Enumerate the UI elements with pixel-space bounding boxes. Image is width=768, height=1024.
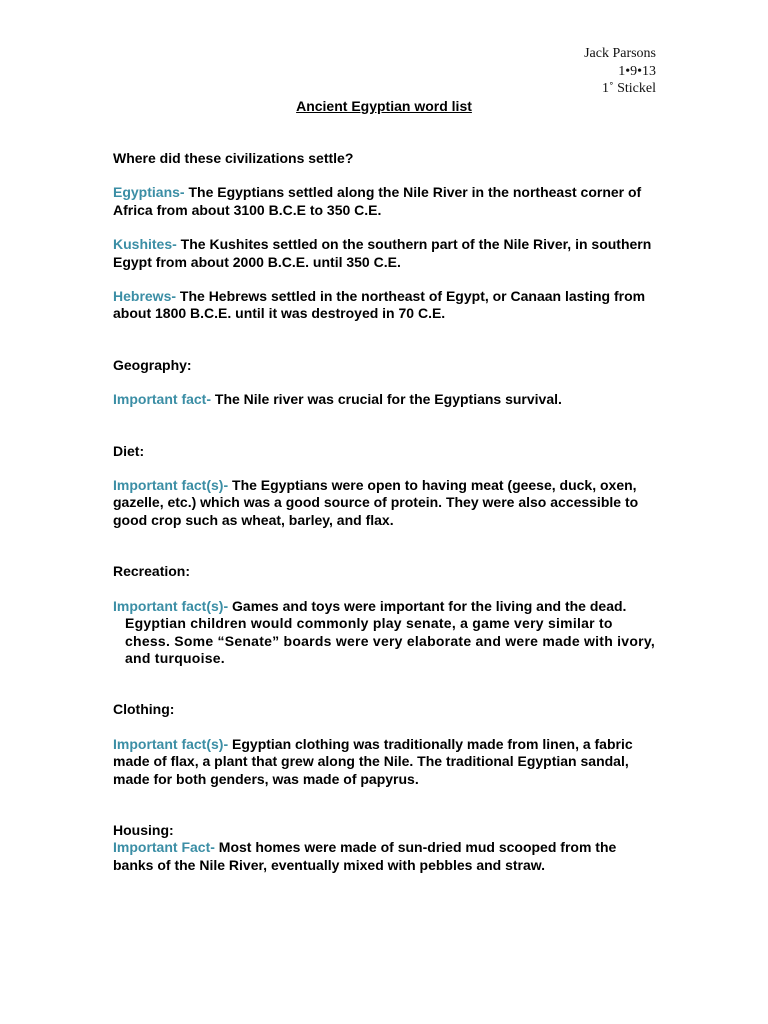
clothing-text: Egyptian clothing was traditionally made from linen, a fabric made of flax, a plant that grew along the Nile. The traditional Egyptian sandal, made for both genders, was made of papyrus. bbox=[113, 735, 633, 787]
geography-paragraph bbox=[113, 391, 658, 408]
hebrews-paragraph bbox=[113, 288, 658, 323]
header-block bbox=[584, 45, 656, 98]
page-title: Ancient Egyptian word list bbox=[296, 98, 472, 114]
recreation-heading: Recreation: bbox=[113, 563, 191, 580]
author-name: Jack Parsons bbox=[584, 46, 656, 61]
hebrews-text: The Hebrews settled in the northeast of Egypt, or Canaan lasting from about 1800 B.C.E. until it was destroyed in 70 C.E. bbox=[113, 288, 646, 322]
diet-paragraph bbox=[113, 477, 658, 529]
clothing-label: Important fact(s)- bbox=[113, 735, 229, 752]
geography-text: The Nile river was crucial for the Egyptians survival. bbox=[211, 391, 562, 408]
geography-label: Important fact- bbox=[113, 391, 211, 408]
housing-paragraph bbox=[113, 839, 658, 874]
settle-question: Where did these civilizations settle? bbox=[113, 150, 354, 166]
egyptians-paragraph bbox=[113, 184, 658, 219]
housing-heading: Housing: bbox=[113, 821, 174, 838]
recreation-label: Important fact(s)- bbox=[113, 597, 229, 614]
kushites-label: Kushites- bbox=[113, 236, 177, 253]
egyptians-text: The Egyptians settled along the Nile River in the northeast corner of Africa from about 3100 B.C.E to 350 C.E. bbox=[113, 184, 642, 218]
recreation-paragraph-2: Egyptian children would commonly play senate, a game very similar to chess. Some “Senate” boards were very elaborate and were made with ivory, and turquoise. bbox=[125, 615, 655, 666]
document-body bbox=[113, 150, 658, 874]
geography-heading: Geography: bbox=[113, 356, 192, 373]
recreation-paragraph bbox=[113, 598, 658, 615]
class-period: 1˚ Stickel bbox=[601, 81, 656, 96]
hebrews-label: Hebrews- bbox=[113, 288, 177, 305]
diet-heading: Diet: bbox=[113, 442, 145, 459]
housing-text: Most homes were made of sun-dried mud scooped from the banks of the Nile River, eventually mixed with pebbles and straw. bbox=[113, 839, 617, 873]
kushites-text: The Kushites settled on the southern part of the Nile River, in southern Egypt from about 2000 B.C.E. until 350 C.E. bbox=[113, 236, 652, 270]
diet-text: The Egyptians were open to having meat (geese, duck, oxen, gazelle, etc.) which was a good source of protein. They were also accessible to good crop such as wheat, barley, and flax. bbox=[113, 477, 639, 528]
diet-label: Important fact(s)- bbox=[113, 477, 229, 494]
clothing-heading: Clothing: bbox=[113, 701, 175, 718]
recreation-text: Games and toys were important for the living and the dead. bbox=[228, 597, 627, 614]
clothing-paragraph bbox=[113, 736, 658, 788]
date: 1•9•13 bbox=[618, 63, 656, 79]
housing-label: Important Fact- bbox=[113, 839, 215, 856]
egyptians-label: Egyptians- bbox=[113, 184, 185, 201]
kushites-paragraph bbox=[113, 236, 658, 271]
